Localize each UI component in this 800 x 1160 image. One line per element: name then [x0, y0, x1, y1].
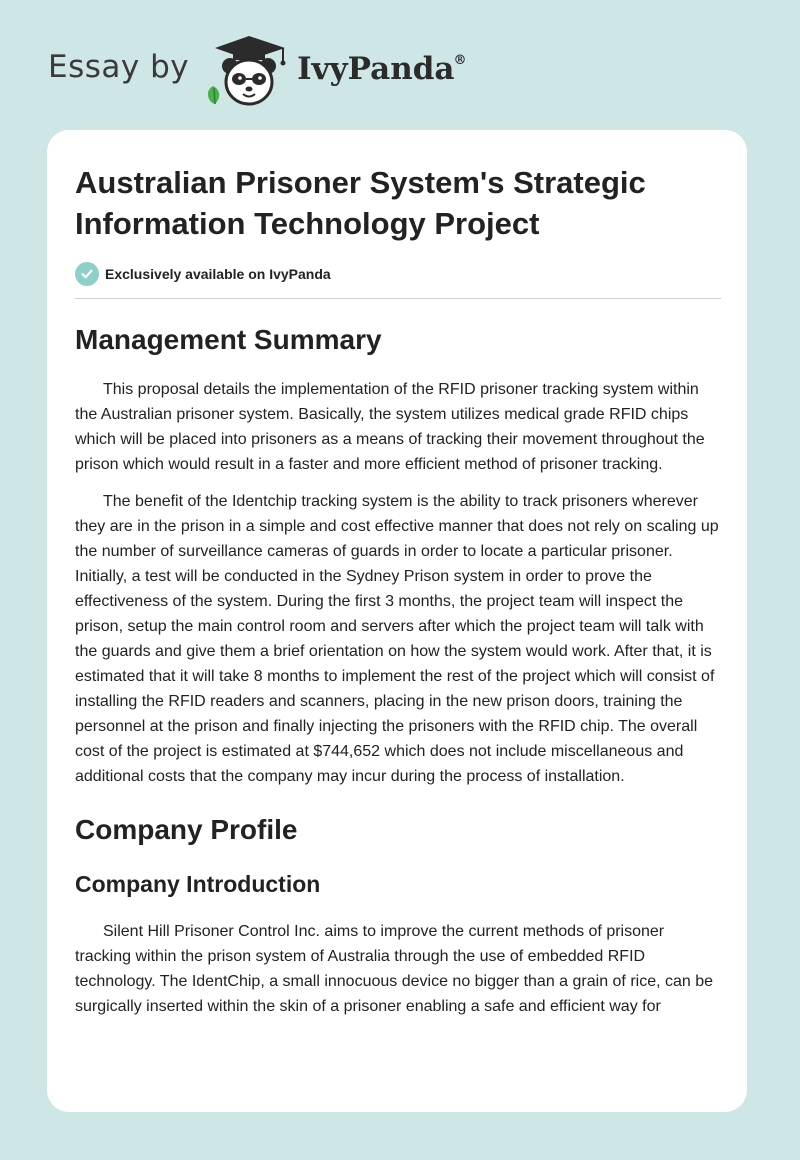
section-heading-company-profile: Company Profile [75, 814, 298, 845]
paragraph: The benefit of the Identchip tracking system is the ability to track prisoners wherever they are in the prison in a simple and cost effective manner that does not rely on scaling up the number of surveillance cameras of guards in order to locate a particular prisoner. Initially, a test will be conducted in the Sydney Prison system in order to prove the effectiveness of the system. During the first 3 months, the project team will inspect the prison, setup the main control room and servers after which the project team will talk with the guards and give them a brief orientation on how the system would work. After that, it is estimated that it will take 8 months to implement the rest of the project which will consist of installing the RFID readers and scanners, placing in the new prison doors, training the personnel at the prison and finally injecting the prisoners with the RFID chip. The overall cost of the project is estimated at $744,652 which does not include miscellaneous and additional costs that the company may incur during the process of installation. [75, 493, 719, 785]
brand-name[interactable] [297, 51, 467, 87]
brand-label: IvyPanda [297, 51, 455, 87]
exclusive-badge [75, 262, 721, 299]
article-card [47, 130, 747, 1112]
site-header [48, 30, 467, 110]
article-title: Australian Prisoner System's Strategic Information Technology Project [75, 165, 646, 241]
check-icon [75, 262, 99, 286]
paragraph: This proposal details the implementation of the RFID prisoner tracking system within the Australian prisoner system. Basically, the system utilizes medical grade RFID chips which will be placed into prisoners as a means of tracking their movement throughout the prison which would result in a faster and more efficient method of prisoner tracking. [75, 381, 705, 473]
section-heading-management-summary: Management Summary [75, 324, 382, 355]
panda-logo-icon[interactable] [203, 30, 295, 110]
registered-mark: ® [453, 53, 467, 68]
exclusive-badge-label: Exclusively available on IvyPanda [105, 266, 331, 282]
essay-by-label: Essay by [48, 49, 190, 85]
subsection-heading-company-introduction: Company Introduction [75, 871, 321, 897]
paragraph: Silent Hill Prisoner Control Inc. aims to improve the current methods of prisoner tracking within the prison system of Australia through the use of embedded RFID technology. The IdentChip, a small innocuous device no bigger than a grain of rice, can be surgically inserted within the skin of a prisoner enabling a safe and efficient way for [75, 923, 714, 1015]
